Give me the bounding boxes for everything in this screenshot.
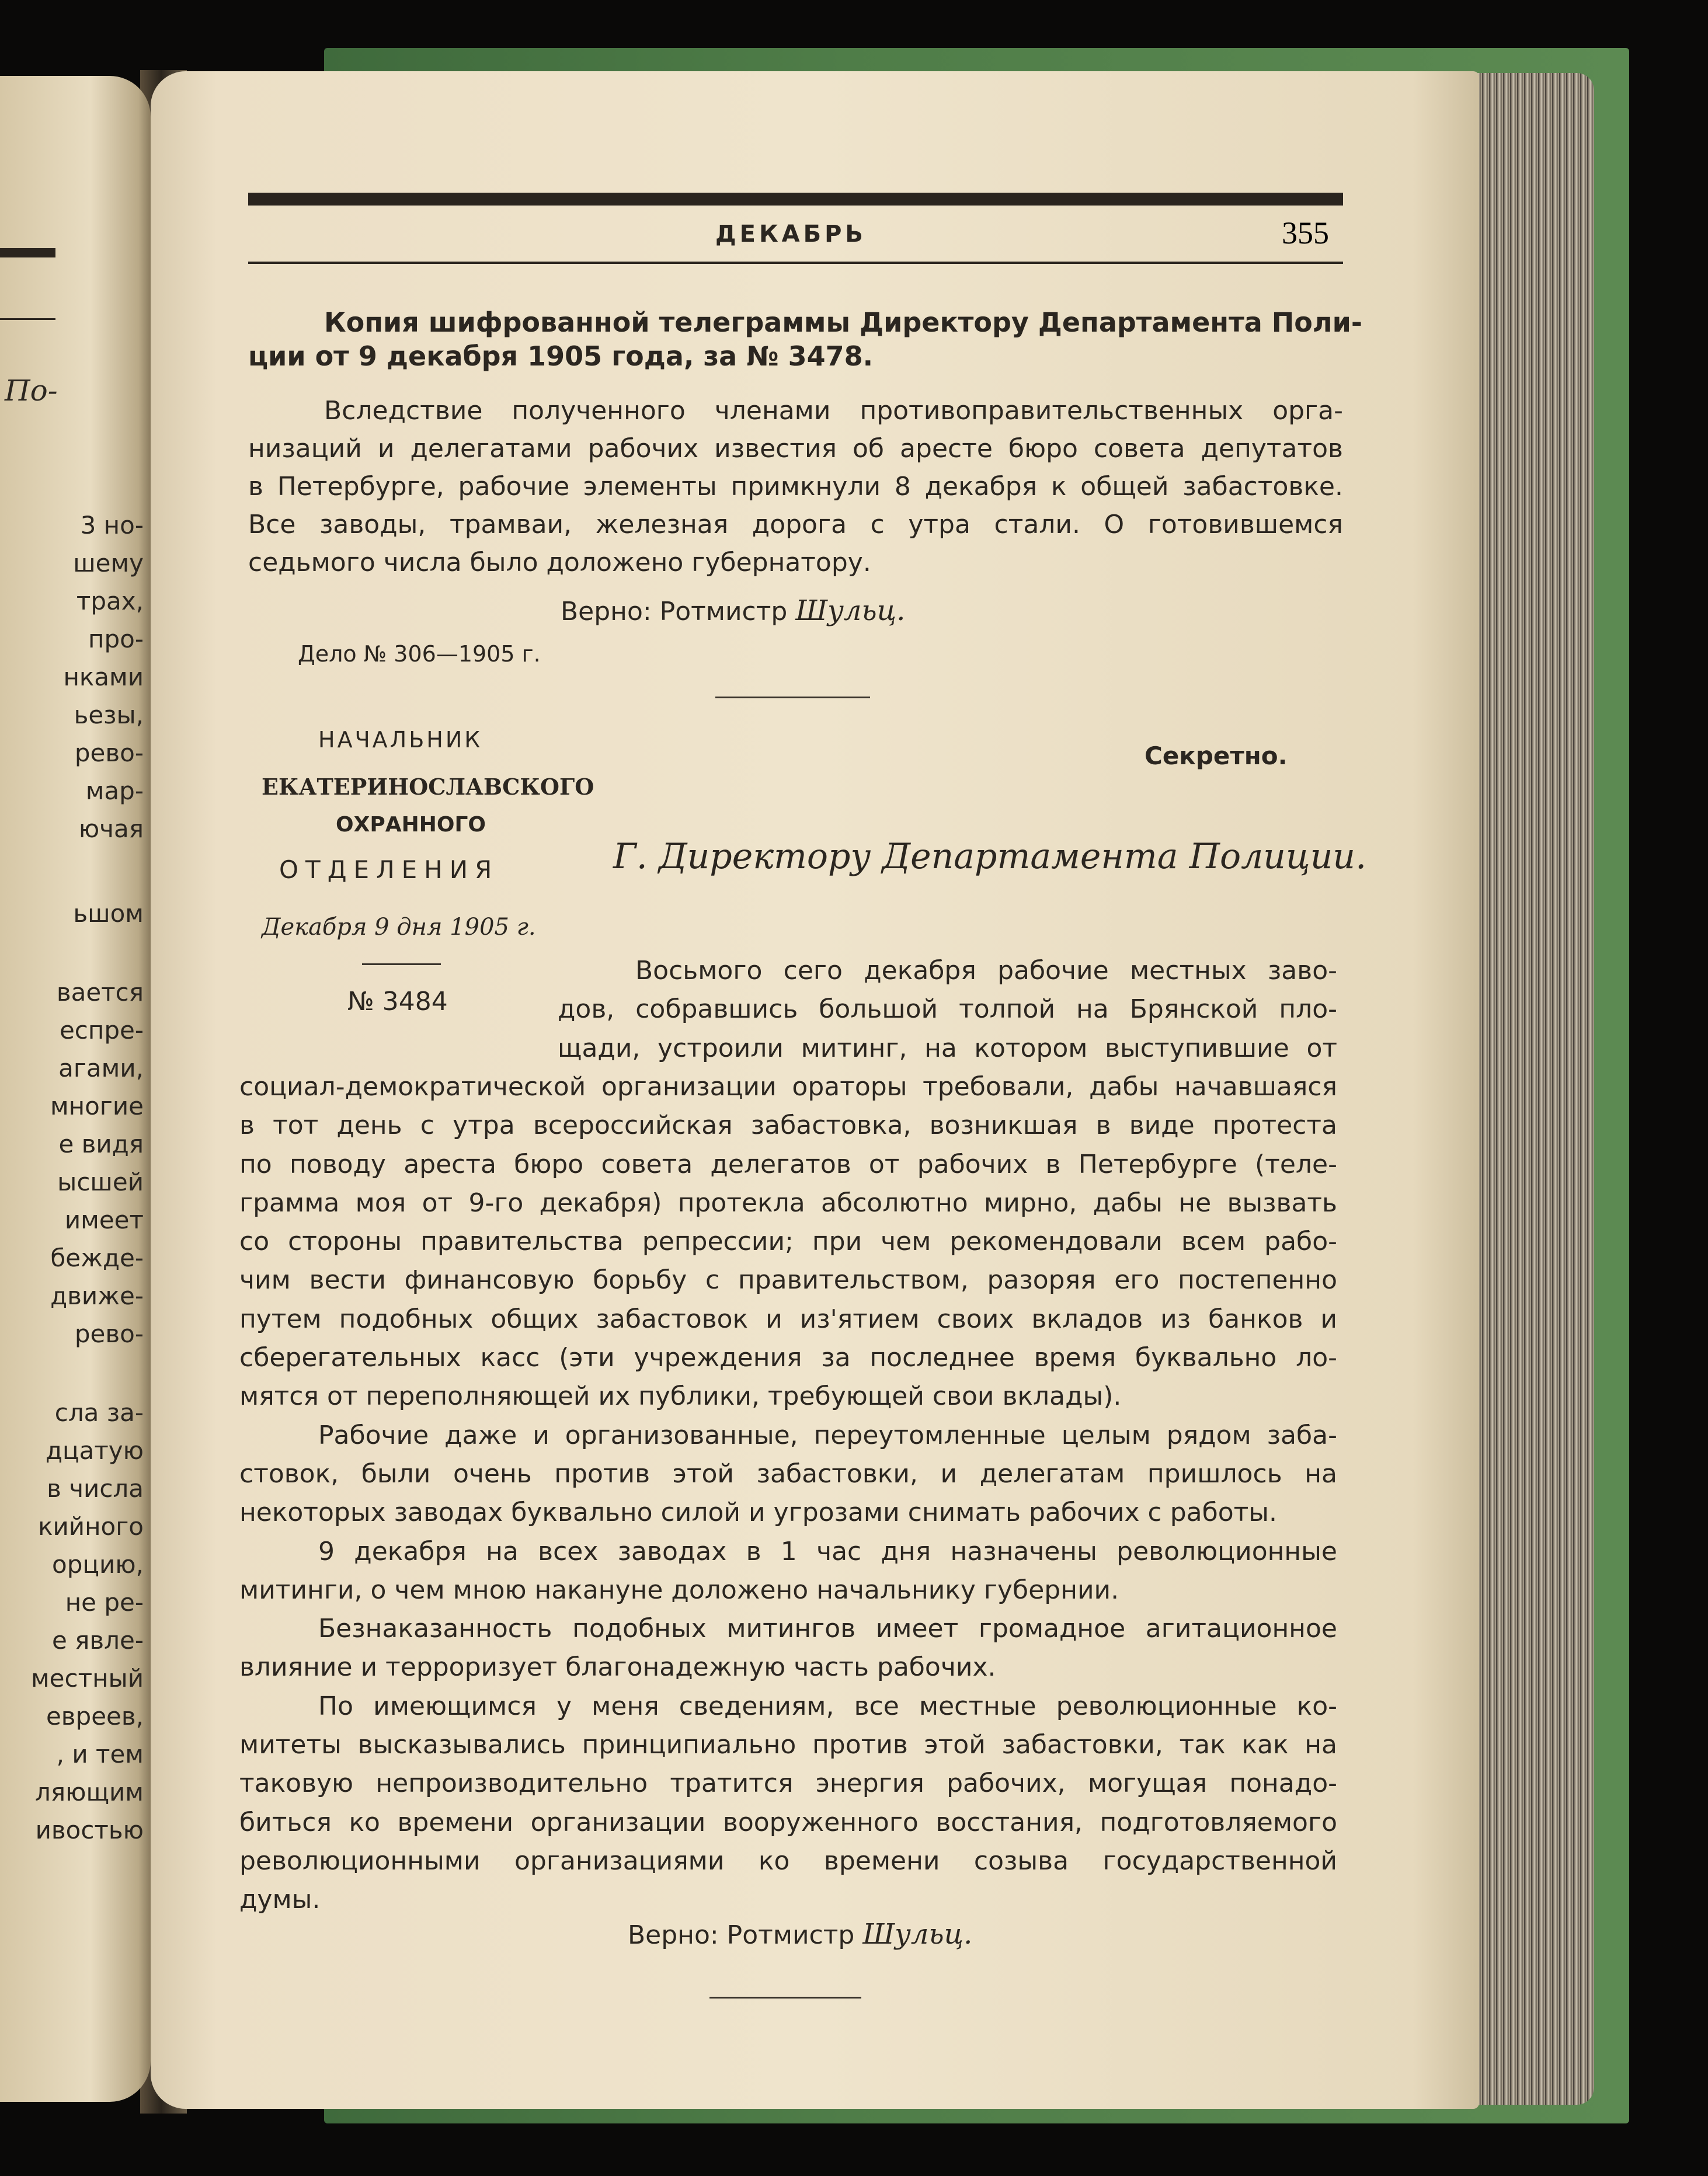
- left-page-fragment: ючая: [78, 814, 144, 843]
- running-title: ДЕКАБРЬ: [715, 221, 867, 248]
- left-page-fragment: многие: [50, 1092, 144, 1120]
- letter-line: По имеющимся у меня сведениям, все местные революционные ко-: [318, 1691, 1337, 1721]
- signature-name: Шульц.: [795, 594, 906, 627]
- left-page-fragment: рево-: [74, 1319, 144, 1348]
- left-page-fragment: мар-: [85, 777, 144, 805]
- left-page-header-bar: [0, 248, 55, 257]
- sender-org-3: ОТДЕЛЕНИЯ: [279, 855, 499, 884]
- left-page-fragment: орцию,: [52, 1550, 144, 1579]
- letter-signature: [628, 1918, 972, 1951]
- case-reference: Дело № 306—1905 г.: [298, 641, 541, 667]
- left-page-fragment: кийного: [38, 1512, 144, 1541]
- left-page-fragment: вается: [56, 978, 144, 1007]
- secrecy-mark: Секретно.: [1145, 741, 1288, 770]
- letter-line: влияние и терроризует благонадежную часть рабочих.: [239, 1652, 996, 1682]
- signature-prefix: Верно: Ротмистр: [561, 597, 788, 626]
- end-rule: [709, 1997, 861, 1999]
- letter-line: социал-демократической организации ораторы требовали, дабы начавшаяся: [239, 1072, 1337, 1102]
- left-page-fragment: нками: [63, 663, 144, 691]
- left-page-fragment: агами,: [58, 1054, 144, 1082]
- letter-line: таковую непроизводительно тратится энергия рабочих, могущая понадо-: [239, 1768, 1337, 1798]
- left-page-fragment: дцатую: [45, 1436, 144, 1465]
- left-page-fragment: про-: [88, 625, 144, 653]
- telegram-line: седьмого числа было доложено губернатору.: [248, 548, 871, 577]
- letter-line: дов, собравшись большой толпой на Брянской пло-: [558, 994, 1337, 1024]
- left-page-fragment: сла за-: [54, 1398, 144, 1427]
- left-page-fragment: шему: [73, 549, 144, 577]
- date-rule: [362, 963, 441, 965]
- left-page-fragment: е видя: [58, 1130, 144, 1158]
- letter-number: № 3484: [347, 987, 448, 1016]
- left-page-fragment: ивостью: [35, 1816, 144, 1844]
- left-page-fragment: ьезы,: [74, 701, 144, 729]
- telegram-signature: [561, 594, 905, 627]
- letter-line: революционными организациями ко времени созыва государственной: [239, 1846, 1337, 1876]
- left-page-fragment: имеет: [64, 1206, 144, 1234]
- signature-name: Шульц.: [862, 1918, 973, 1951]
- left-page-fragment: евреев,: [46, 1702, 144, 1731]
- telegram-heading-line-2: ции от 9 декабря 1905 года, за № 3478.: [248, 340, 874, 372]
- sender-title: НАЧАЛЬНИК: [318, 727, 483, 753]
- letter-line: со стороны правительства репрессии; при чем рекомендовали всем рабо-: [239, 1227, 1337, 1256]
- letter-line: некоторых заводах буквально силой и угрозами снимать рабочих с работы.: [239, 1498, 1278, 1527]
- letter-line: Безнаказанность подобных митингов имеет громадное агитационное: [318, 1614, 1337, 1644]
- letter-line: по поводу ареста бюро совета делегатов от рабочих в Петербурге (теле-: [239, 1150, 1337, 1179]
- letter-line: 9 декабря на всех заводах в 1 час дня назначены революционные: [318, 1537, 1337, 1566]
- left-page-fragment: рево-: [74, 739, 144, 767]
- telegram-line: Все заводы, трамваи, железная дорога с утра стали. О готовившемся: [248, 510, 1343, 539]
- letter-line: путем подобных общих забастовок и из'ятием своих вкладов из банков и: [239, 1304, 1337, 1334]
- letter-line: Рабочие даже и организованные, переутомленные целым рядом заба-: [318, 1421, 1337, 1450]
- left-page-header-line: [0, 318, 55, 320]
- section-divider: [715, 697, 870, 698]
- letter-line: митинги, о чем мною накануне доложено начальнику губернии.: [239, 1575, 1119, 1605]
- telegram-heading-line-1: Копия шифрованной телеграммы Директору Департамента Поли-: [324, 307, 1362, 338]
- left-page-fragment: е явле-: [51, 1626, 144, 1655]
- left-page-fragment: ляющим: [34, 1778, 144, 1806]
- letter-line: биться ко времени организации вооруженного восстания, подготовляемого: [239, 1808, 1337, 1837]
- letter-line: щади, устроили митинг, на котором выступившие от: [558, 1033, 1337, 1063]
- letter-line: стовок, были очень против этой забастовки, и делегатам пришлось на: [239, 1459, 1337, 1489]
- letter-line: грамма моя от 9-го декабря) протекла абсолютно мирно, дабы не вызвать: [239, 1188, 1337, 1218]
- letter-line: думы.: [239, 1885, 321, 1914]
- sender-org-2: ОХРАННОГО: [336, 813, 486, 837]
- left-page-fragment: ьшом: [73, 899, 144, 928]
- left-page-fragment: , и тем: [56, 1740, 144, 1768]
- left-page-fragment: бежде-: [50, 1244, 144, 1272]
- header-rule: [248, 262, 1343, 264]
- left-page-fragment: трах,: [76, 587, 144, 615]
- letter-line: Восьмого сего декабря рабочие местных заво-: [635, 956, 1337, 986]
- left-page-fragment: в числа: [47, 1474, 144, 1503]
- left-page-fragment: ысшей: [57, 1168, 144, 1196]
- left-page-fragment: еспре-: [59, 1016, 144, 1045]
- telegram-line: в Петербурге, рабочие элементы примкнули 8 декабря к общей забастовке.: [248, 472, 1343, 502]
- telegram-line: низаций и делегатами рабочих известия об аресте бюро совета депутатов: [248, 434, 1343, 464]
- addressee: Г. Директору Департамента Полиции.: [613, 836, 1367, 877]
- signature-prefix: Верно: Ротмистр: [628, 1920, 855, 1950]
- left-page-fragment: 3 но-: [80, 511, 144, 539]
- letter-date: Декабря 9 дня 1905 г.: [262, 914, 536, 941]
- letter-line: сберегательных касс (эти учреждения за последнее время буквально ло-: [239, 1343, 1337, 1373]
- telegram-line: Вследствие полученного членами противоправительственных орга-: [324, 396, 1343, 426]
- left-page-fragment: местный: [31, 1664, 144, 1693]
- letter-line: чим вести финансовую борьбу с правительством, разоряя его постепенно: [239, 1265, 1337, 1295]
- letter-line: мятся от переполняющей их публики, требующей свои вклады).: [239, 1381, 1122, 1411]
- letter-line: митеты высказывались принципиально против этой забастовки, так как на: [239, 1730, 1337, 1760]
- left-page-fragment: движе-: [50, 1282, 144, 1310]
- page-number: 355: [1282, 215, 1329, 250]
- left-page-fragment: По-: [5, 374, 58, 408]
- sender-org: ЕКАТЕРИНОСЛАВСКОГО: [262, 774, 594, 800]
- left-page-fragment: не ре-: [65, 1588, 144, 1617]
- header-bar: [248, 193, 1343, 206]
- left-page: [0, 76, 151, 2102]
- letter-line: в тот день с утра всероссийская забастовка, возникшая в виде протеста: [239, 1110, 1337, 1140]
